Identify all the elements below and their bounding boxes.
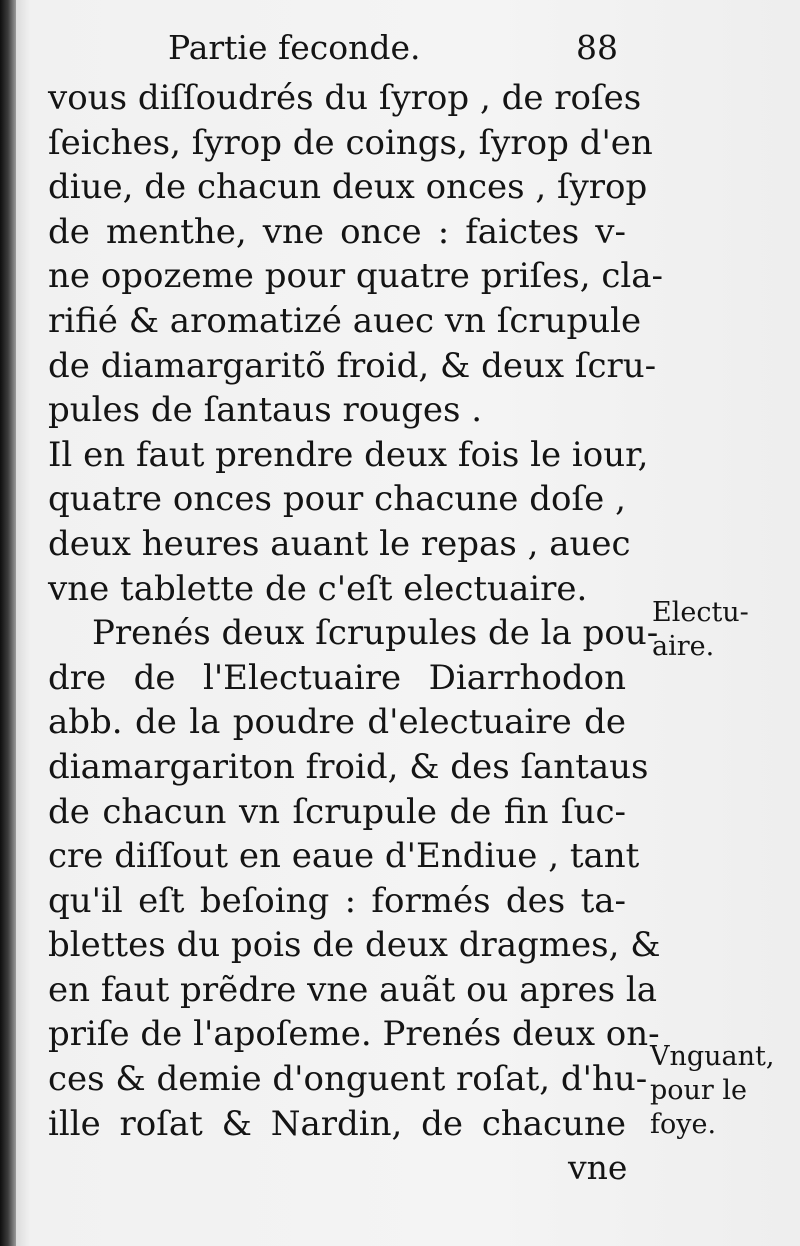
text-line: Prenés deux ſcrupules de la pou- bbox=[92, 613, 659, 654]
text-line: dre de l'Electuaire Diarrhodon bbox=[48, 657, 626, 698]
text-line: diue, de chacun deux onces , ſyrop bbox=[48, 167, 648, 208]
text-line: priſe de l'apoſeme. Prenés deux on- bbox=[48, 1014, 660, 1055]
text-line: quatre onces pour chacune doſe , bbox=[48, 479, 626, 520]
text-line: cre diſſout en eaue d'Endiue , tant bbox=[48, 836, 640, 877]
text-line: de chacun vn ſcrupule de fin ſuc- bbox=[48, 791, 626, 832]
body-text bbox=[48, 76, 664, 1146]
text-line: blettes du pois de deux dragmes, & bbox=[48, 925, 661, 966]
text-line: rifié & aromatizé auec vn ſcrupule bbox=[48, 300, 642, 341]
margin-note-line: foye. bbox=[650, 1109, 717, 1140]
text-line: Il en faut prendre deux fois le iour, bbox=[48, 434, 649, 475]
text-line: diamargariton froid, & des ſantaus bbox=[48, 746, 649, 787]
page-gutter-shadow bbox=[0, 0, 16, 1246]
margin-note-line: Vnguant, bbox=[650, 1041, 775, 1072]
catchword: vne bbox=[568, 1148, 628, 1187]
margin-note-vnguant bbox=[650, 1040, 774, 1142]
margin-note-electuaire bbox=[652, 596, 749, 664]
text-line: vne tablette de c'eſt electuaire. bbox=[48, 568, 588, 609]
page-number: 88 bbox=[576, 28, 618, 67]
margin-note-line: pour le bbox=[650, 1075, 748, 1106]
text-line: vous diſſoudrés du ſyrop , de roſes bbox=[48, 78, 642, 118]
text-line: ces & demie d'onguent roſat, d'hu- bbox=[48, 1059, 648, 1100]
text-line: en faut prẽdre vne auãt ou apres la bbox=[48, 969, 658, 1010]
text-line: qu'il eſt beſoing : formés des ta- bbox=[48, 880, 626, 921]
margin-note-line: Electu- bbox=[652, 597, 749, 628]
running-title: Partie feconde. bbox=[168, 28, 421, 67]
text-line: deux heures auant le repas , auec bbox=[48, 523, 631, 564]
text-line: pules de ſantaus rouges . bbox=[48, 390, 483, 431]
text-line: de menthe, vne once : faictes v- bbox=[48, 211, 626, 252]
margin-note-line: aire. bbox=[652, 631, 715, 662]
text-line: ille roſat & Nardin, de chacune bbox=[48, 1103, 626, 1144]
text-line: ſeiches, ſyrop de coings, ſyrop d'en bbox=[48, 122, 653, 163]
text-line: ne opozeme pour quatre priſes, cla- bbox=[48, 256, 664, 297]
text-line: de diamargaritõ froid, & deux ſcru- bbox=[48, 345, 657, 386]
text-line: abb. de la poudre d'electuaire de bbox=[48, 702, 626, 743]
